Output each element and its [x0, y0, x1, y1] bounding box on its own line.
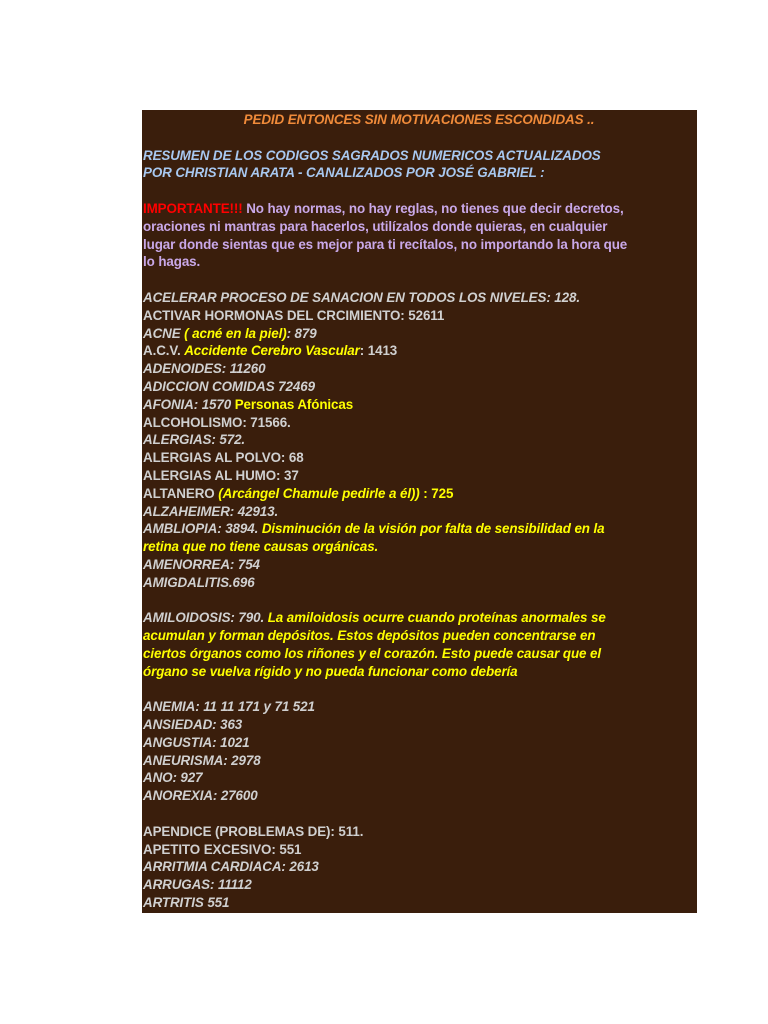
amiloidosis-line-3: ciertos órganos como los riñones y el corazón. Esto puede causar que el — [143, 645, 601, 661]
entry-note: Disminución de la visión por falta de sensibilidad en la — [261, 521, 605, 537]
entry: APETITO EXCESIVO: 551 — [143, 841, 302, 857]
entry: ANO: 927 — [143, 770, 203, 786]
entry: AMENORREA: 754 — [143, 556, 260, 572]
entry: ACELERAR PROCESO DE SANACION EN TODOS LOS NIVELES: 128. — [143, 289, 580, 305]
entry: ANSIEDAD: 363 — [143, 717, 243, 733]
important-line-4: lo hagas. — [143, 254, 201, 270]
entry: ANOREXIA: 27600 — [143, 788, 258, 804]
entry: ALERGIAS: 572. — [143, 432, 246, 448]
entry: A.C.V. Accidente Cerebro Vascular: 1413 — [143, 343, 398, 359]
important-line-2: oraciones ni mantras para hacerlos, utilízalos donde quieras, en cualquier — [143, 218, 608, 234]
entry-note: (Arcángel Chamule pedirle a él)) — [218, 485, 420, 501]
amiloidosis-line-4: órgano se vuelva rígido y no pueda funcionar como debería — [143, 663, 518, 679]
entry: ACTIVAR HORMONAS DEL CRCIMIENTO: 52611 — [143, 307, 445, 323]
heading-line-2: POR CHRISTIAN ARATA - CANALIZADOS POR JOSÉ GABRIEL : — [143, 165, 545, 181]
entry-note: Accidente Cerebro Vascular — [184, 343, 360, 359]
entry: ANEURISMA: 2978 — [143, 752, 261, 768]
entry: AFONIA: 1570 Personas Afónicas — [143, 396, 354, 412]
entry-note: ( acné en la piel) — [184, 325, 287, 341]
entry: ALZAHEIMER: 42913. — [143, 503, 279, 519]
entry: ANGUSTIA: 1021 — [143, 734, 250, 750]
important-paragraph — [143, 200, 695, 218]
entry: AMBLIOPIA: 3894. Disminución de la visión por falta de sensibilidad en la — [143, 521, 605, 537]
entry: ARTRITIS 551 — [143, 895, 230, 911]
entry: ARRUGAS: 11112 — [143, 877, 252, 893]
entry: AMIGDALITIS.696 — [143, 574, 255, 590]
entry: ADICCION COMIDAS 72469 — [143, 378, 315, 394]
amiloidosis-line-2: acumulan y forman depósitos. Estos depósitos pueden concentrarse en — [143, 628, 596, 644]
important-line-3: lugar donde sientas que es mejor para ti recítalos, no importando la hora que — [143, 236, 628, 252]
entry: ALCOHOLISMO: 71566. — [143, 414, 291, 430]
page-title: PEDID ENTONCES SIN MOTIVACIONES ESCONDIDAS .. — [243, 112, 595, 127]
entry: ALTANERO (Arcángel Chamule pedirle a él)) : 725 — [143, 485, 454, 501]
entry-note: Personas Afónicas — [234, 396, 354, 412]
entry: ACNE ( acné en la piel): 879 — [143, 325, 317, 341]
important-line-1: No hay normas, no hay reglas, no tienes que decir decretos, — [242, 200, 624, 216]
document-page — [142, 110, 697, 913]
entry: ANEMIA: 11 11 171 y 71 521 — [143, 699, 315, 715]
entry: ALERGIAS AL HUMO: 37 — [143, 467, 299, 483]
important-label: IMPORTANTE!!! — [143, 200, 243, 216]
entry: ADENOIDES: 11260 — [143, 361, 266, 377]
entry: ALERGIAS AL POLVO: 68 — [143, 450, 304, 466]
entry-note: retina que no tiene causas orgánicas. — [143, 539, 379, 555]
heading-line-1: RESUMEN DE LOS CODIGOS SAGRADOS NUMERICOS ACTUALIZADOS — [143, 147, 601, 163]
entry: ARRITMIA CARDIACA: 2613 — [143, 859, 319, 875]
amiloidosis-entry: AMILOIDOSIS: 790. La amiloidosis ocurre cuando proteínas anormales se — [143, 610, 606, 626]
entry: APENDICE (PROBLEMAS DE): 511. — [143, 823, 364, 839]
